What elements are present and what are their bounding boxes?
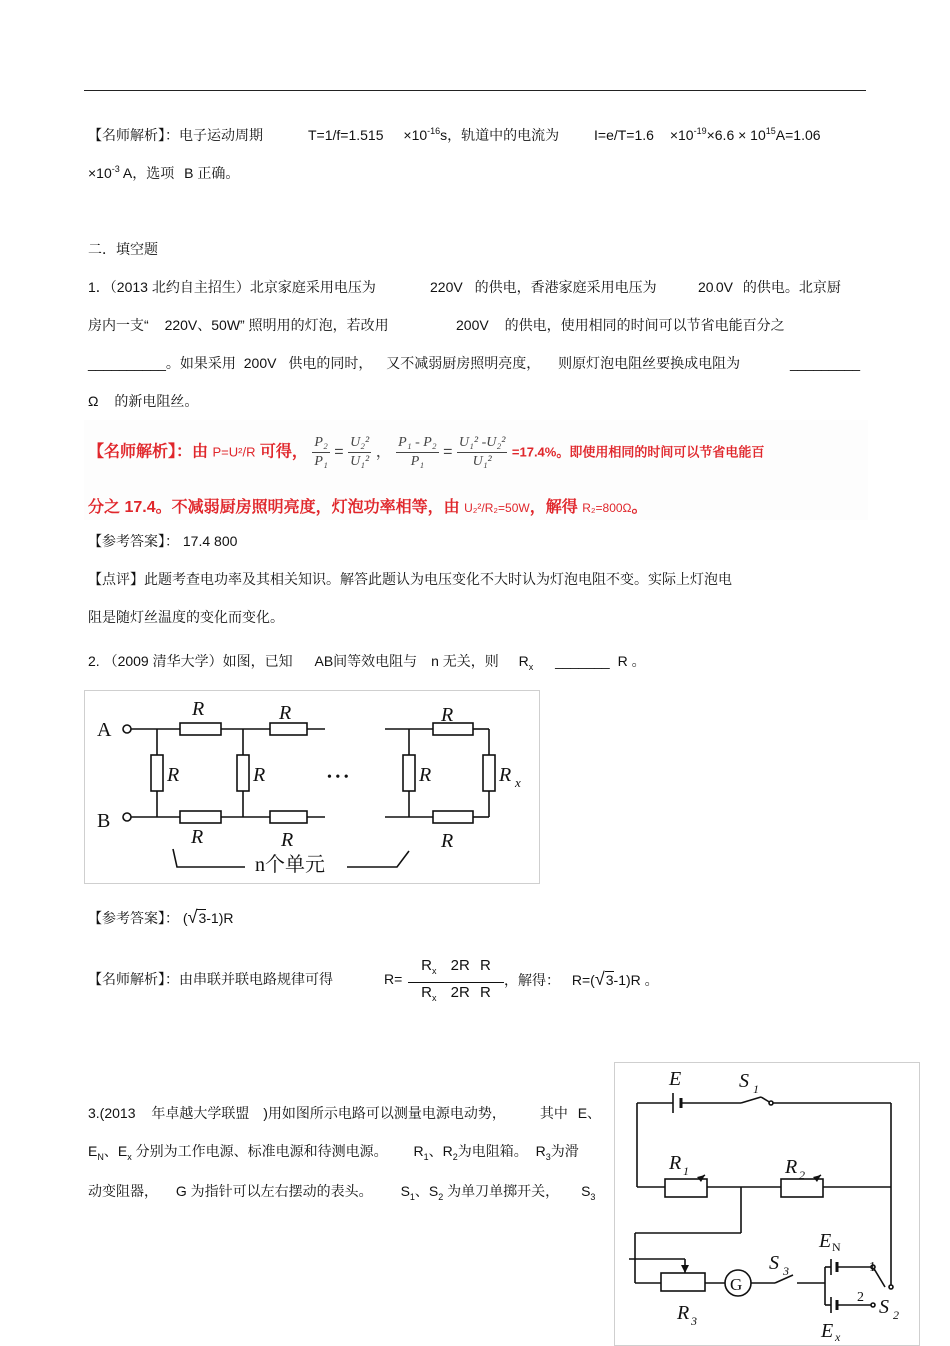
q1-answer: 【参考答案】： 17.4 800 [88,533,238,549]
q2-equation-lhs: R= [384,971,403,987]
label-s3-sub: 3 [783,1264,789,1278]
resistor-shunt-1 [151,755,163,791]
n-units-label: n个单元 [255,854,325,876]
switch-s2-pivot [889,1285,893,1289]
rheostat-r3 [661,1273,705,1291]
resistor-top-2 [270,723,307,735]
label-rx-sub: x [515,775,521,790]
label-r1-sub: 1 [683,1164,689,1178]
q1-line4: Ω 的新电阻丝。 [88,393,199,409]
resistor-bottom-n [433,811,473,823]
label-r2-sub: 2 [799,1168,805,1182]
current-formula: $I=e/T=1.6 \times 10^{-19}\times 6.6 \times 10^{15}A=1.06$ [594,126,821,143]
label-r-shunt-2: R [253,764,266,786]
q3-line1: 3.(2013 年卓越大学联盟 )用如图所示电路可以测量电源电动势， 其中 E、 [88,1105,602,1121]
q2-solution: ，解得： R=(√3-1)R 。 [504,969,659,989]
label-s2: S [879,1296,889,1318]
q2-analysis-lead: 【名师解析】：由串联并联电路规律可得 [88,971,333,987]
label-contact-1: 1 [869,1260,876,1275]
label-e: E [669,1068,682,1090]
label-s1: S [739,1070,749,1092]
ellipsis-dots: • • • [327,770,349,785]
switch-s1-contact [769,1101,773,1105]
q2-answer: 【参考答案】： (√3-1)R [88,907,234,927]
label-b: B [97,810,111,832]
resistor-r1 [665,1179,707,1197]
label-rx: R [499,764,512,786]
q2-fraction [408,956,504,1008]
label-r2: R [785,1156,798,1178]
label-en-sub: N [832,1240,841,1254]
q1-comment-line1: 【点评】此题考查电功率及其相关知识。解答此题认为电压变化不大时认为灯泡电阻不变。实际上灯泡电 [88,571,732,587]
q1-analysis-box [84,420,868,520]
switch-s2-contact-2 [871,1303,875,1307]
section-heading: 二．填空题 [88,241,158,257]
terminal-a [123,725,131,733]
label-r3-sub: 3 [691,1314,697,1328]
fraction-u2-u1: $\frac{\text{U₂²}}{\text{U₁²}}$ [350,435,370,469]
label-en: E [819,1230,832,1252]
q1-line2-b: 200V 的供电，使用相同的时间可以节省电能百分之 [456,317,785,333]
analysis-label: 【名师解析】 [88,127,165,143]
label-r3: R [677,1302,690,1324]
analysis-top-line2: $\times 10^{-3}$ A，选项 B 正确。 [88,164,240,181]
rheostat-slider-arrow [681,1265,689,1273]
resistor-shunt-n [403,755,415,791]
fraction-p2-p1: $\frac{\text{P₂}}{\text{P₁}}$ [314,435,328,469]
resistor-rx [483,755,495,791]
q1-analysis-line2: 分之 17.4。不减弱厨房照明亮度，灯泡功率相等，由 U₂²/R₂=50W，解得 R₂=800Ω。 [88,499,648,516]
period-formula: $T=1/f=1.515 \times 10^{-16}s$，轨道中的电流为 [308,126,560,143]
q2-fraction-denominator: $R_x$ 2R R [421,984,491,1003]
label-r1: R [669,1152,682,1174]
label-r-top-n: R [441,704,454,726]
q1-line2: 房内一支“ 220V、50W” 照明用的灯泡，若改用 [88,317,389,333]
label-r-top-1: R [192,698,205,720]
resistor-bottom-1 [180,811,221,823]
analysis-top-line1: 【名师解析】：电子运动周期 [88,127,263,143]
resistor-bottom-2 [270,811,307,823]
label-r-bottom-n: R [441,830,454,852]
terminal-b [123,813,131,821]
q1-blank-2: _________ [790,355,861,371]
q1-line1-b: 220V 的供电，香港家庭采用电压为 [430,279,657,295]
fraction-power-diff: $\frac{\text{P₁ - P₂}}{\text{P₁}}$ [398,435,437,469]
q1-comment-line2: 阻是随灯丝温度的变化而变化。 [88,609,284,625]
ladder-circuit-figure [84,690,540,884]
potentiometer-circuit-figure [614,1062,920,1346]
label-r-bottom-1: R [191,826,204,848]
label-a: A [97,719,112,741]
label-ex: E [821,1320,834,1342]
header-rule [84,90,866,91]
label-g: G [730,1275,743,1294]
q1-line1: 1．（2013 北约自主招生）北京家庭采用电压为 [88,279,376,295]
label-s1-sub: 1 [753,1082,759,1096]
label-r-shunt-1: R [167,764,180,786]
q2-line1: 2. （2009 清华大学）如图，已知 AB间等效电阻与 n 无关，则 $R_x$ _______ R 。 [88,653,646,672]
label-r-bottom-2: R [281,829,294,851]
q2-fraction-numerator: $R_x$ 2R R [408,956,504,983]
fraction-voltage-diff: $\frac{\text{U₁² -U₂²}}{\text{U₁²}}$ [458,435,506,469]
q3-line2: $E_N$、$E_x$ 分别为工作电源、标准电源和待测电源。 $R_1$、$R_2$为电阻箱。 $R_3$为滑 [88,1143,579,1162]
label-ex-sub: x [835,1330,841,1344]
q1-line3: __________。如果采用 200V 供电的同时， 又不减弱厨房照明亮度， 则原灯泡电阻丝要换成电阻为 [88,355,741,371]
label-contact-2: 2 [857,1290,864,1305]
q1-line1-c: 20.0V 的供电。北京厨 [698,279,841,295]
label-s2-sub: 2 [893,1308,899,1322]
q3-line3: 动变阻器， G 为指针可以左右摆动的表头。 $S_1$、$S_2$ 为单刀单掷开关， $S_3$ [88,1183,596,1202]
resistor-shunt-2 [237,755,249,791]
label-r-top-2: R [279,702,292,724]
resistor-top-1 [180,723,221,735]
label-r-shunt-n: R [419,764,432,786]
label-s3: S [769,1252,779,1274]
q1-analysis-line1: 【名师解析】：由 P=U²/R 可得， $\frac{\text{P₂}}{\text{P₁}}$ = $\frac{\text{U₂²}}{\text{U₁²}}$ ， $\frac{\text{P₁ - P₂}}{\text{P₁}}$ = $\frac{\text{U₁² -U₂²}}{\text{U₁²}}$ =17.4%。即使用相同的时间可以节省电能百 [88,435,765,469]
